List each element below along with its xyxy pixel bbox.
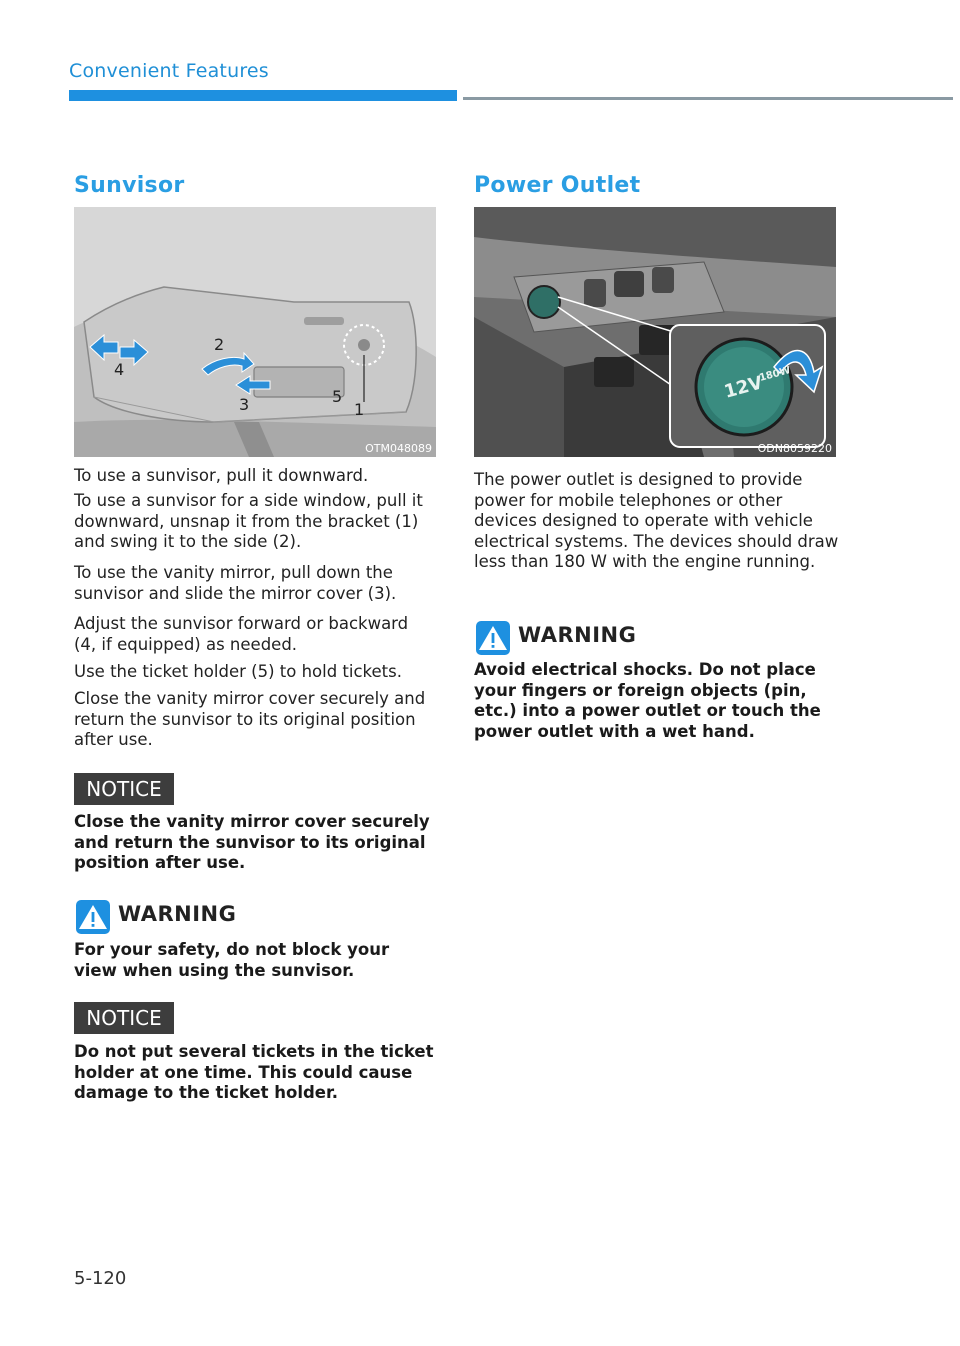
notice-label-1: NOTICE <box>74 773 174 805</box>
sunvisor-illustration <box>74 207 436 457</box>
header-section-title: Convenient Features <box>69 60 269 82</box>
warning-icon <box>76 900 110 934</box>
callout-4: 4 <box>114 360 125 379</box>
notice-text-1: Close the vanity mirror cover securely and return the sunvisor to its original position after use. <box>74 812 430 872</box>
callout-2: 2 <box>214 335 225 354</box>
figure-code: OTM048089 <box>365 442 432 455</box>
warning-label: WARNING <box>518 623 637 647</box>
callout-5: 5 <box>332 387 343 406</box>
notice-label-2: NOTICE <box>74 1002 174 1034</box>
sunvisor-para-3: To use the vanity mirror, pull down the sunvisor and slide the mirror cover (3). <box>74 563 397 603</box>
sunvisor-para-5: Use the ticket holder (5) to hold tickets. <box>74 662 402 681</box>
sunvisor-para-6: Close the vanity mirror cover securely and return the sunvisor to its original position after use. <box>74 689 426 749</box>
warning-icon <box>476 621 510 655</box>
callout-3: 3 <box>239 395 250 414</box>
warning-text-right: Avoid electrical shocks. Do not place your fingers or foreign objects (pin, etc.) into a power outlet or touch the power outlet with a wet hand. <box>474 660 821 741</box>
callout-1: 1 <box>354 400 365 419</box>
sunvisor-para-2: To use a sunvisor for a side window, pull it downward, unsnap it from the bracket (1) and swing it to the side (2). <box>74 491 423 551</box>
power-outlet-title: Power Outlet <box>474 173 641 198</box>
header-accent-bar <box>69 90 457 101</box>
power-outlet-para: The power outlet is designed to provide power for mobile telephones or other devices designed to operate with vehicle electrical systems. The devices should draw less than 180 W with the engine running. <box>474 470 839 571</box>
warning-heading-right <box>476 621 676 655</box>
sunvisor-para-4: Adjust the sunvisor forward or backward (4, if equipped) as needed. <box>74 614 409 654</box>
page-number: 5-120 <box>74 1268 127 1289</box>
header-rule <box>463 97 953 100</box>
warning-heading-left <box>76 900 276 934</box>
power-outlet-figure <box>474 207 836 457</box>
outlet-12v-label: 12V <box>721 372 766 403</box>
power-outlet-illustration <box>474 207 836 457</box>
outlet-180w-label: 180W <box>758 365 792 384</box>
sunvisor-figure <box>74 207 436 457</box>
sunvisor-title: Sunvisor <box>74 173 185 198</box>
figure-code: ODN8059220 <box>757 442 832 455</box>
warning-text-left: For your safety, do not block your view when using the sunvisor. <box>74 940 390 980</box>
warning-label: WARNING <box>118 902 237 926</box>
notice-text-2: Do not put several tickets in the ticket holder at one time. This could cause damage to the ticket holder. <box>74 1042 434 1102</box>
sunvisor-para-1: To use a sunvisor, pull it downward. <box>74 466 369 485</box>
